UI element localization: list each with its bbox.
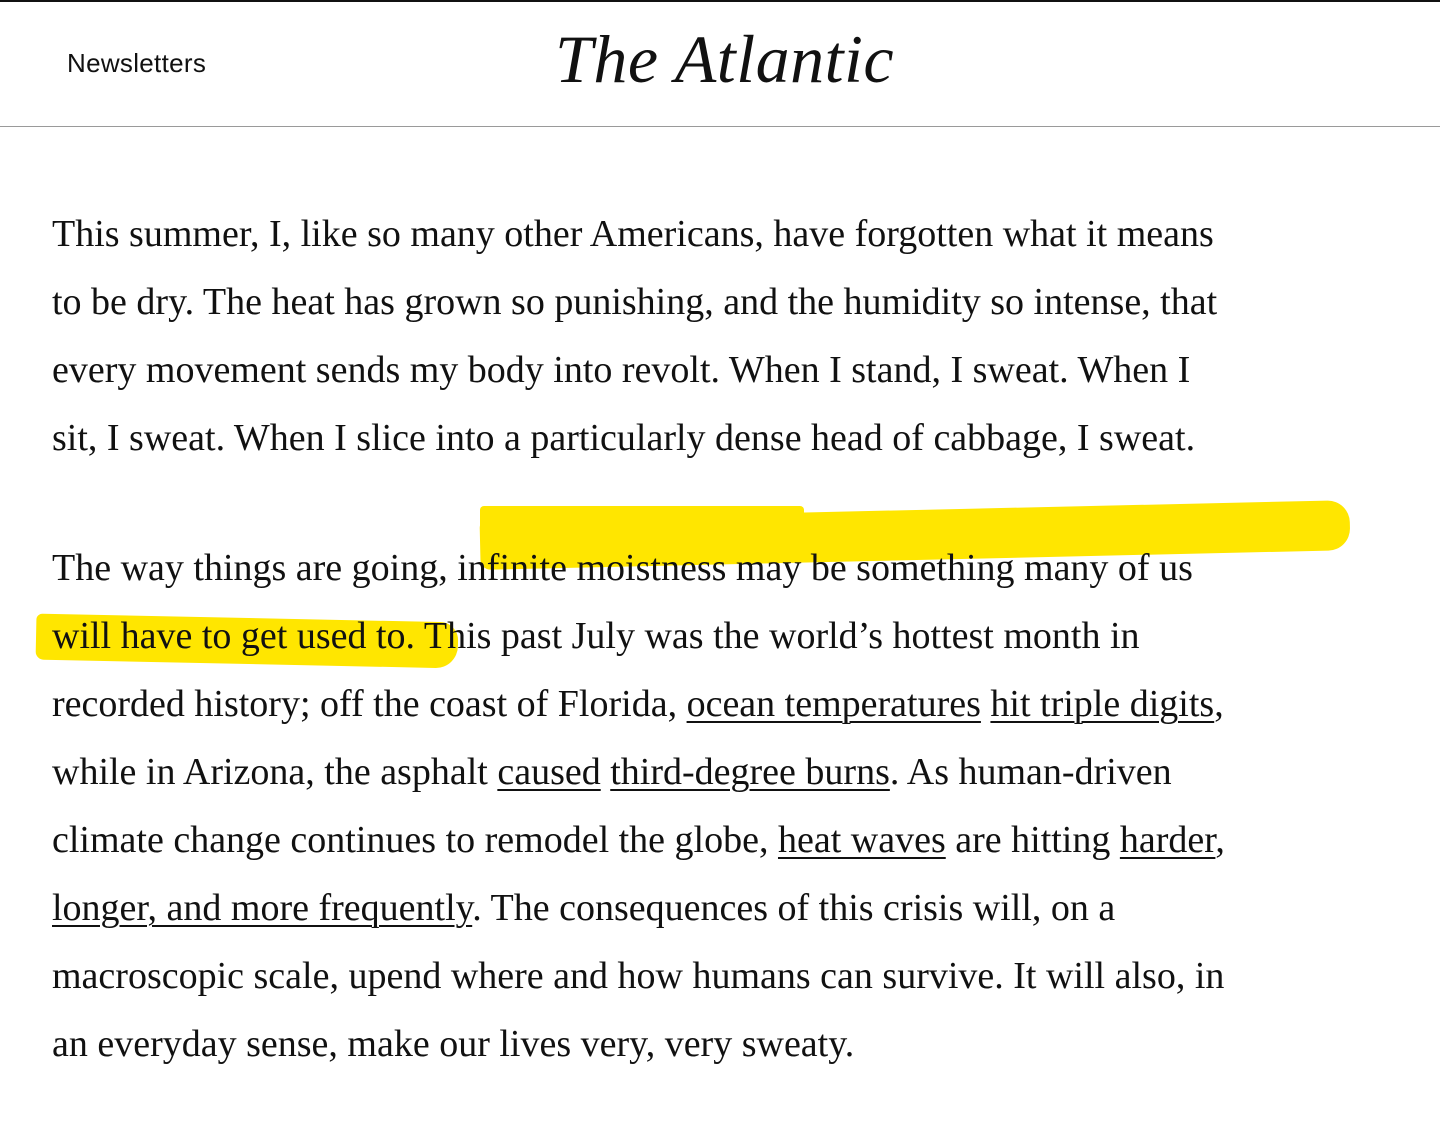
highlighted-text: will have to get used to bbox=[52, 615, 406, 657]
link-longer-and-more-frequently[interactable]: longer, and more frequently bbox=[52, 887, 473, 929]
text-line: an everyday sense, make our lives very, very sweaty. bbox=[52, 1023, 855, 1065]
article-body bbox=[52, 200, 1422, 1140]
text-segment: , bbox=[1215, 819, 1225, 861]
text-line bbox=[52, 874, 1422, 942]
text-line bbox=[52, 602, 1422, 670]
text-segment: , bbox=[1214, 683, 1224, 725]
paragraph-1 bbox=[52, 200, 1422, 472]
text-line: to be dry. The heat has grown so punishing, and the humidity so intense, that bbox=[52, 281, 1218, 323]
text-line bbox=[52, 738, 1422, 806]
text-segment: . The consequences of this crisis will, on a bbox=[472, 887, 1116, 929]
highlighted-text: , infinite moistness may be something many of us bbox=[438, 547, 1193, 589]
text-line bbox=[52, 806, 1422, 874]
text-line: every movement sends my body into revolt. When I stand, I sweat. When I bbox=[52, 349, 1191, 391]
text-segment: while in Arizona, the asphalt bbox=[52, 751, 498, 793]
site-logo[interactable]: The Atlantic bbox=[555, 21, 895, 97]
link-harder[interactable]: harder bbox=[1119, 819, 1216, 861]
link-third-degree-burns[interactable]: third-degree burns bbox=[610, 751, 890, 793]
text-line bbox=[52, 670, 1422, 738]
text-line: This summer, I, like so many other Americans, have forgotten what it means bbox=[52, 213, 1214, 255]
paragraph-2 bbox=[52, 534, 1422, 1078]
link-caused[interactable]: caused bbox=[497, 751, 601, 793]
text-line: sit, I sweat. When I slice into a particularly dense head of cabbage, I sweat. bbox=[52, 417, 1196, 459]
site-header bbox=[0, 2, 1440, 127]
text-segment: . As human-driven bbox=[889, 751, 1172, 793]
text-segment: are hitting bbox=[945, 819, 1120, 861]
text-segment: climate change continues to remodel the globe, bbox=[52, 819, 778, 861]
text-segment: recorded history; off the coast of Florida, bbox=[52, 683, 687, 725]
newsletters-link[interactable]: Newsletters bbox=[67, 48, 207, 78]
text-line bbox=[52, 534, 1422, 602]
text-line: macroscopic scale, upend where and how humans can survive. It will also, in bbox=[52, 955, 1225, 997]
text-segment: . This past July was the world’s hottest month in bbox=[405, 615, 1140, 657]
text-segment: The way things are going bbox=[52, 547, 439, 589]
link-hit-triple-digits[interactable]: hit triple digits bbox=[990, 683, 1215, 725]
link-ocean-temperatures[interactable]: ocean temperatures bbox=[686, 683, 981, 725]
link-heat-waves[interactable]: heat waves bbox=[777, 819, 946, 861]
